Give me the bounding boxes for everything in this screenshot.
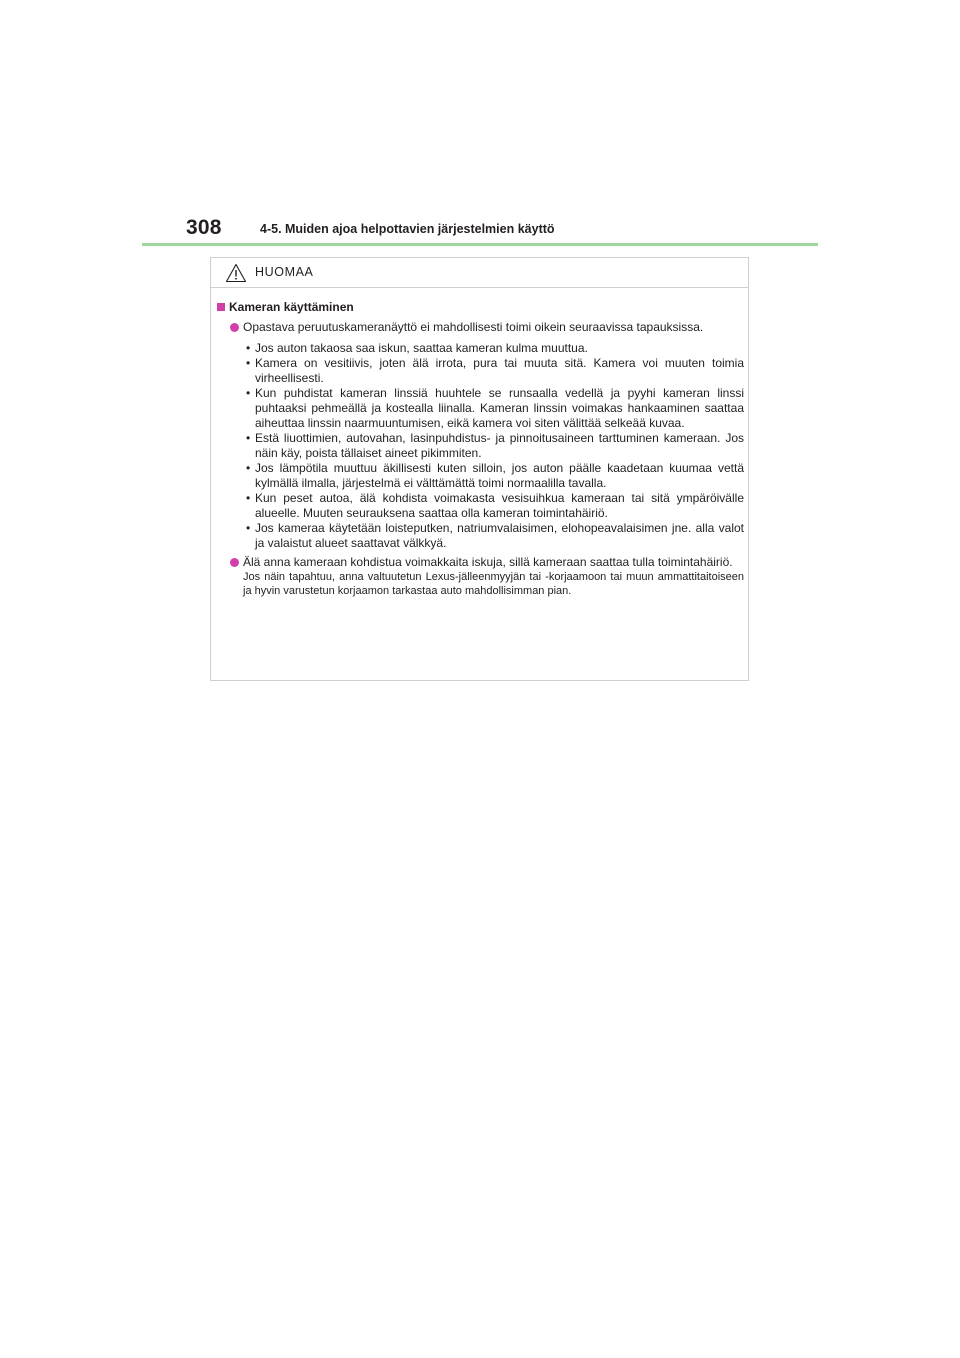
page-number: 308 (186, 216, 222, 239)
list-item (243, 461, 744, 491)
dot-marker-icon: • (246, 521, 251, 535)
caution-header (211, 258, 748, 288)
page-header (142, 212, 818, 248)
section-title: 4-5. Muiden ajoa helpottavien järjestelmien käyttö (260, 222, 555, 236)
caution-body (217, 300, 744, 598)
dot-marker-icon: • (246, 431, 251, 445)
header-rule (142, 243, 818, 246)
caution-box (210, 257, 749, 681)
bullet-point-1-text: Opastava peruutuskameranäyttö ei mahdollisesti toimi oikein seuraavissa tapauksissa. (243, 320, 704, 334)
bullet-point-1 (217, 320, 744, 551)
list-item (243, 491, 744, 521)
list-item-text: Estä liuottimien, autovahan, lasinpuhdistus- ja pinnoitusaineen tarttuminen kameraan. Jos näin käy, poista tällaiset aineet pikimmiten. (255, 431, 744, 460)
sub-list (243, 341, 744, 551)
dot-marker-icon: • (246, 461, 251, 475)
list-item-text: Jos lämpötila muuttuu äkillisesti kuten silloin, jos auton päälle kaadetaan kuumaa vettä kylmällä ilmalla, järjestelmä ei välttämättä toimi normaalilla tavalla. (255, 461, 744, 490)
bullet-point-2 (217, 555, 744, 598)
circle-bullet-icon (230, 323, 239, 332)
list-item (243, 341, 744, 356)
square-bullet-icon (217, 303, 225, 311)
list-item-text: Jos kameraa käytetään loisteputken, natriumvalaisimen, elohopeavalaisimen jne. alla valot ja valaistut alueet saattavat välkkyä. (255, 521, 744, 550)
list-item (243, 386, 744, 431)
dot-marker-icon: • (246, 491, 251, 505)
list-item (243, 356, 744, 386)
list-item-text: Kun peset autoa, älä kohdista voimakasta vesisuihkua kameraan tai sitä ympäröivälle alueelle. Muuten seurauksena saattaa olla kameran toimintahäiriö. (255, 491, 744, 520)
list-item-text: Kamera on vesitiivis, joten älä irrota, pura tai muuta sitä. Kamera voi muuten toimia virheellisesti. (255, 356, 744, 385)
list-item-text: Kun puhdistat kameran linssiä huuhtele se runsaalla vedellä ja pyyhi kameran linssi puhtaaksi pehmeällä ja kostealla liinalla. Kameran linssin voimakas hankaaminen saattaa aiheuttaa linssin naarmuuntumisen, eikä kamera voi siten välittää selkeää kuvaa. (255, 386, 744, 430)
caution-title: HUOMAA (255, 265, 314, 279)
dot-marker-icon: • (246, 386, 251, 400)
list-item (243, 521, 744, 551)
section-heading-text: Kameran käyttäminen (229, 300, 354, 314)
list-item-text: Jos auton takaosa saa iskun, saattaa kameran kulma muuttua. (255, 341, 588, 355)
section-heading (217, 300, 744, 315)
dot-marker-icon: • (246, 356, 251, 370)
dot-marker-icon: • (246, 341, 251, 355)
warning-triangle-icon (225, 263, 247, 283)
bullet-point-2-note: Jos näin tapahtuu, anna valtuutetun Lexus-jälleenmyyjän tai -korjaamoon tai muun ammattitaitoiseen ja hyvin varustetun korjaamon tarkastaa auto mahdollisimman pian. (243, 571, 744, 597)
circle-bullet-icon (230, 558, 239, 567)
list-item (243, 431, 744, 461)
bullet-point-2-text: Älä anna kameraan kohdistua voimakkaita iskuja, sillä kameraan saattaa tulla toimintahäiriö. (243, 555, 733, 569)
